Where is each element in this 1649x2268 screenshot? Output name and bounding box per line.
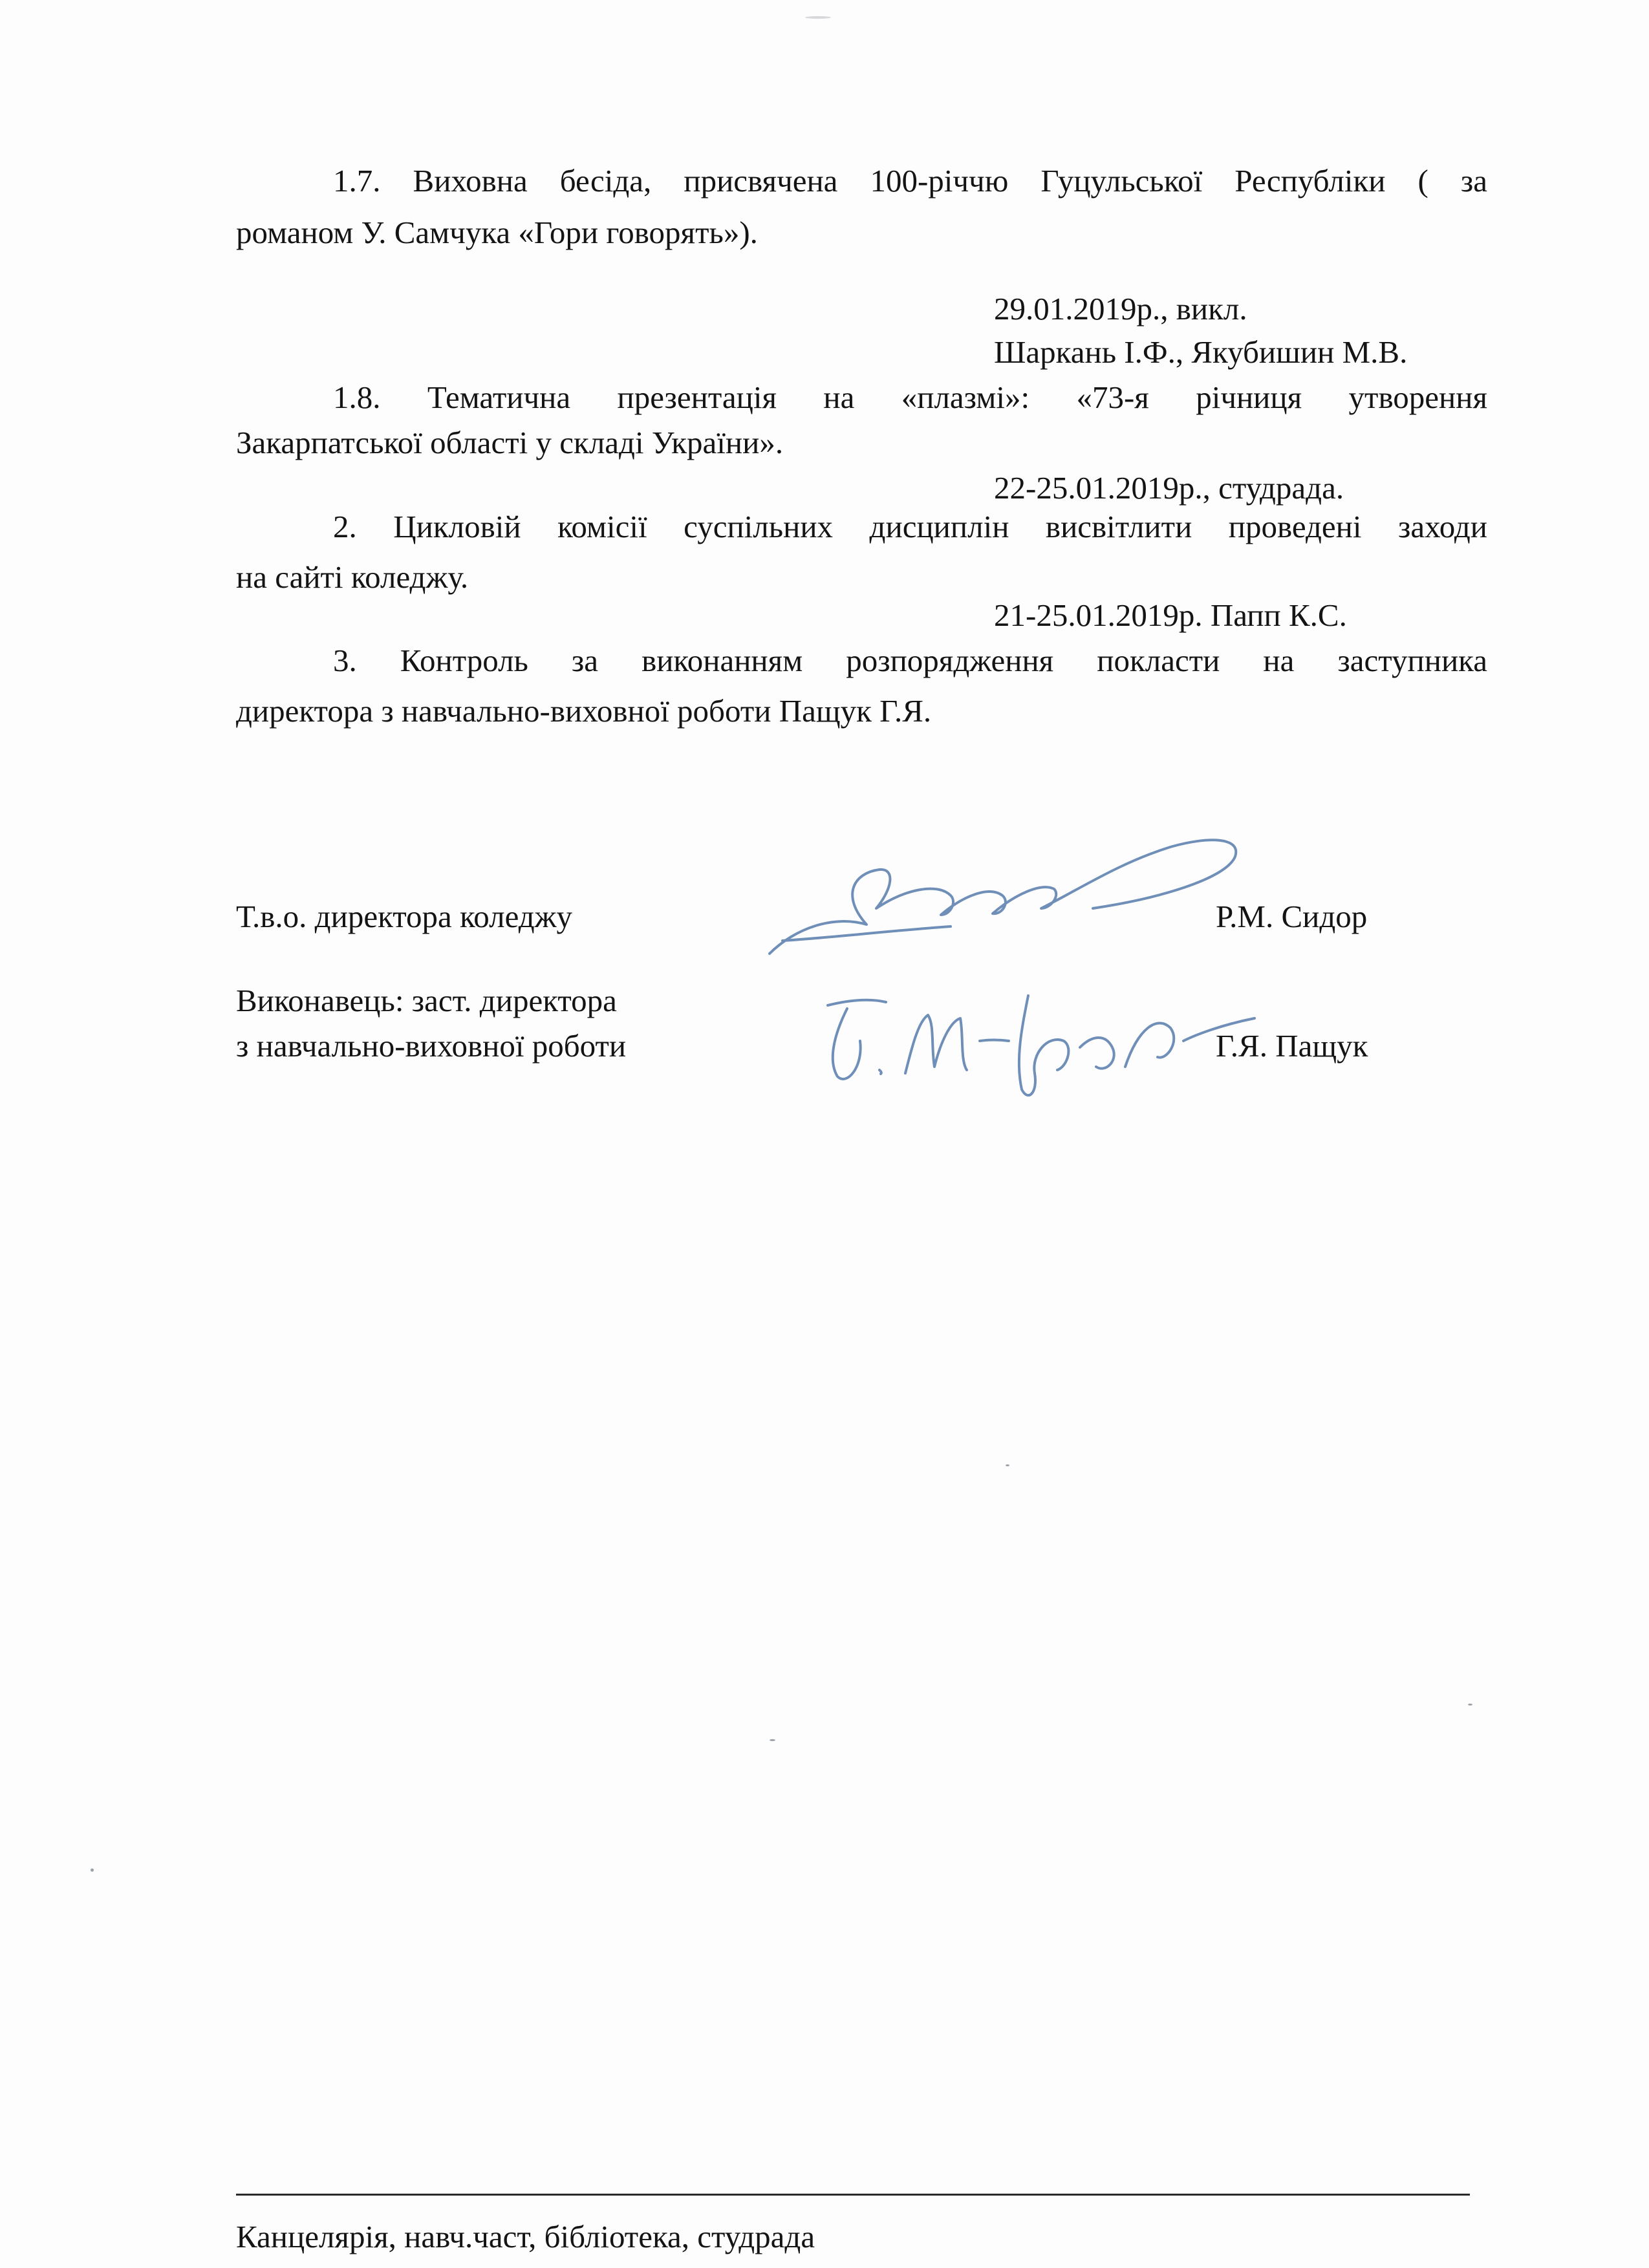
item-1-8-last-line: Закарпатської області у складі України». — [236, 425, 784, 460]
item-3-first-line: 3. Контроль за виконанням розпорядження покласти на заступника — [333, 643, 1487, 678]
item-1-7-first-line: 1.7. Виховна бесіда, присвячена 100-річчю Гуцульської Республіки ( за — [333, 163, 1487, 198]
scan-speck — [1468, 1704, 1472, 1706]
director-title: Т.в.о. директора коледжу — [236, 899, 573, 934]
item-2-first-line: 2. Цикловій комісії суспільних дисциплін висвітлити проведені заходи — [333, 509, 1487, 544]
item-1-8-first-line: 1.8. Тематична презентація на «плазмі»: «73-я річниця утворення — [333, 380, 1487, 415]
executor-name: Г.Я. Пащук — [1216, 1028, 1368, 1064]
director-name: Р.М. Сидор — [1216, 899, 1368, 934]
item-2-last-line: на сайті коледжу. — [236, 559, 469, 595]
scan-speck — [770, 1739, 775, 1741]
item-1-7-responsible: Шаркань І.Ф., Якубишин М.В. — [994, 334, 1408, 370]
item-2-date: 21-25.01.2019р. Папп К.С. — [994, 597, 1347, 633]
footer-divider — [236, 2194, 1470, 2196]
distribution-list: Канцелярія, навч.част, бібліотека, студрада — [236, 2219, 815, 2254]
executor-title-line2: з навчально-виховної роботи — [236, 1028, 627, 1064]
item-1-7-last-line: романом У. Самчука «Гори говорять»). — [236, 215, 758, 250]
item-3-last-line: директора з навчально-виховної роботи Пащук Г.Я. — [236, 693, 932, 729]
scan-speck — [1006, 1464, 1009, 1466]
item-1-8-date: 22-25.01.2019р., студрада. — [994, 470, 1344, 506]
executor-signature — [808, 937, 1261, 1112]
scan-speck — [91, 1868, 94, 1872]
item-1-7-date: 29.01.2019р., викл. — [994, 291, 1247, 326]
scan-speck — [805, 16, 831, 19]
executor-title-line1: Виконавець: заст. директора — [236, 983, 617, 1018]
